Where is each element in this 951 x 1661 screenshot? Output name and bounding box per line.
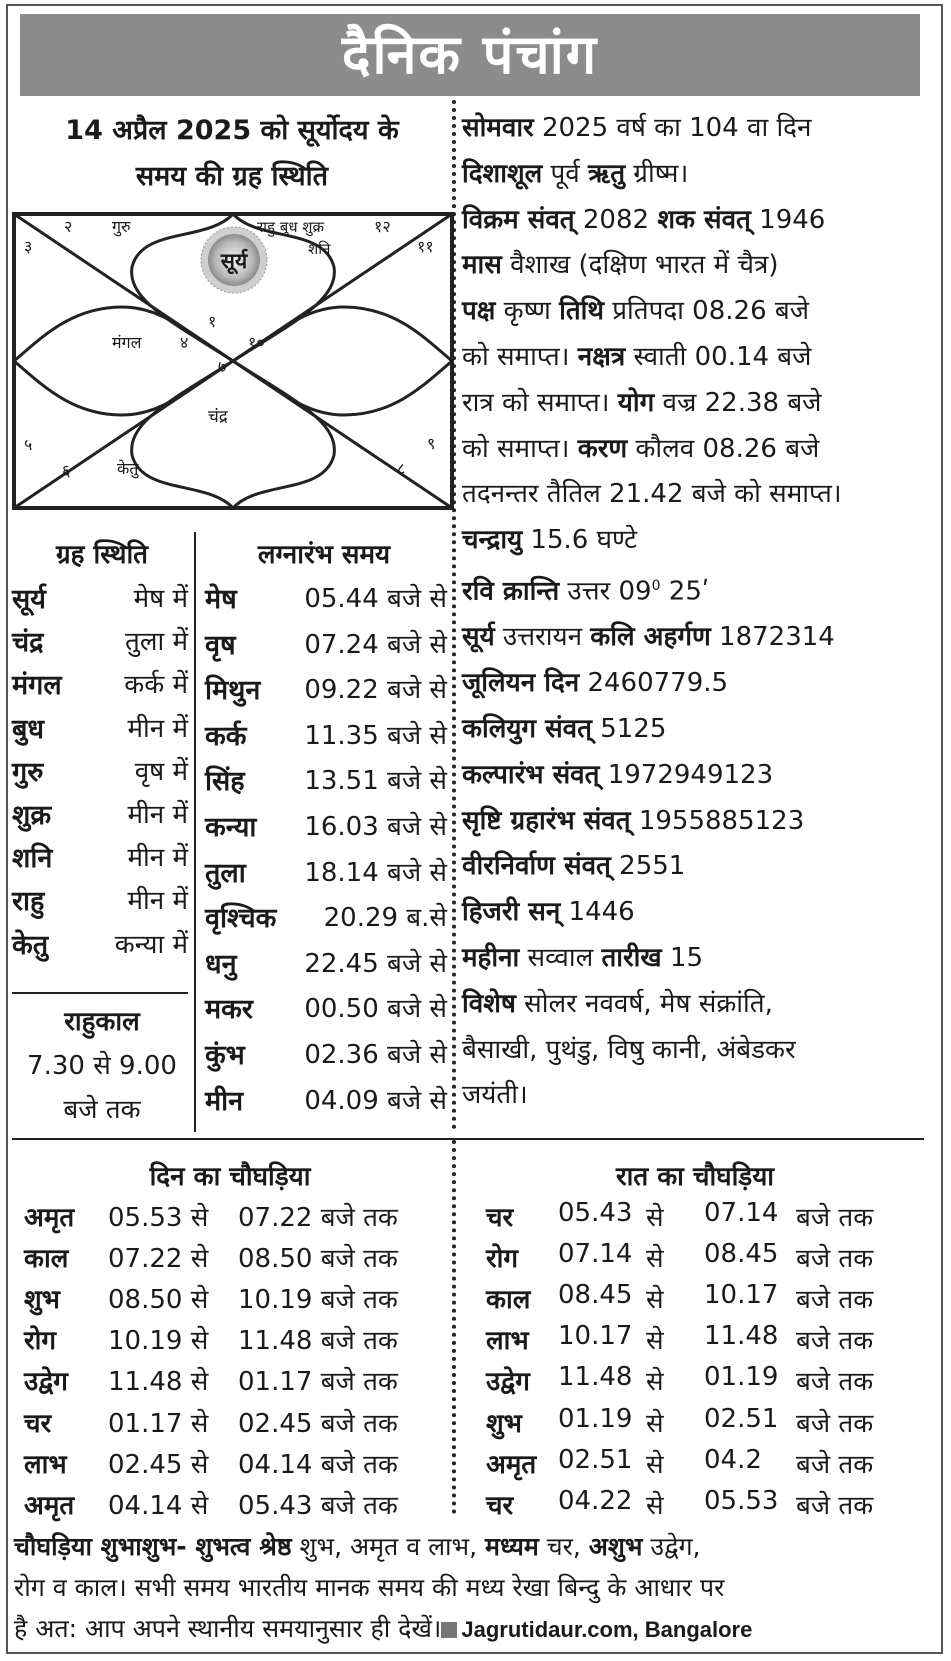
choghadiya-from: 01.17 से (108, 1408, 209, 1439)
choghadiya-from: 08.50 से (108, 1285, 209, 1316)
info-vishesh-3: जयंती। (462, 1080, 528, 1111)
choghadiya-tail: बजे तक (796, 1367, 874, 1398)
choghadiya-name: काल (24, 1244, 69, 1275)
lagna-time: 05.44 बजे से (304, 584, 447, 614)
choghadiya-tail: बजे तक (796, 1285, 874, 1316)
choghadiya-from: 11.48 (558, 1362, 633, 1393)
choghadiya-from: 01.19 (558, 1403, 633, 1434)
lagna-time: 11.35 बजे से (304, 720, 447, 751)
lagna-time: 16.03 बजे से (304, 812, 447, 842)
house-1: १ (208, 312, 217, 331)
choghadiya-from: 07.22 से (108, 1244, 209, 1275)
lagna-time: 13.51 बजे से (304, 766, 447, 797)
info-chandrayu: चन्द्रायु 15.6 घण्टे (462, 525, 638, 556)
night-choghadiya-heading: रात का चौघड़िया (615, 1162, 775, 1192)
house-6: ६ (62, 461, 71, 480)
graha-name: चंद्र (12, 627, 44, 659)
choghadiya-tail: बजे तक (796, 1449, 874, 1480)
house-11: ११ (417, 237, 434, 256)
info-yog: रात्र को समाप्त। योग वज्र 22.38 बजे (462, 387, 822, 418)
house-12: १२ (374, 217, 391, 236)
chart-heading-line1: 14 अप्रैल 2025 को सूर्योदय के (65, 115, 399, 146)
choghadiya-from: 05.53 से (108, 1203, 209, 1233)
page-title: दैनिक पंचांग (20, 14, 920, 96)
graha-rashi: मीन में (127, 713, 188, 744)
choghadiya-from: 07.14 (558, 1239, 633, 1270)
info-maas: मास वैशाख (दक्षिण भारत में चैत्र) (462, 250, 779, 281)
rahukaal-divider (12, 992, 188, 994)
choghadiya-to: 11.48 (704, 1321, 779, 1352)
choghadiya-name: चर (24, 1408, 52, 1439)
choghadiya-to: 10.19 बजे तक (238, 1285, 398, 1316)
choghadiya-from: 04.22 (558, 1485, 633, 1516)
graha-name: केतु (12, 929, 49, 961)
choghadiya-to: 05.43 बजे तक (238, 1490, 398, 1521)
graha-name: गुरु (12, 756, 44, 788)
choghadiya-name: शुभ (24, 1285, 60, 1316)
house-4: ४ (180, 333, 189, 352)
choghadiya-to: 07.22 बजे तक (238, 1203, 398, 1233)
choghadiya-se: से (646, 1449, 664, 1480)
info-mahina: महीना सव्वाल तारीख 15 (462, 943, 704, 973)
choghadiya-name: लाभ (486, 1326, 529, 1357)
brand-credit: Jagrutidaur.com, Bangalore (461, 1617, 753, 1642)
kundali-chart (12, 212, 454, 510)
choghadiya-name: उद्वेग (24, 1367, 68, 1398)
choghadiya-to: 07.14 (704, 1198, 779, 1228)
choghadiya-to: 01.17 बजे तक (238, 1367, 398, 1398)
lagna-time: 04.09 बजे से (304, 1085, 447, 1116)
info-karan-cont: तदनन्तर तैतिल 21.42 बजे को समाप्त। (462, 479, 842, 510)
info-kaliyug: कलियुग संवत् 5125 (462, 714, 667, 745)
graha-rashi: कन्या में (114, 929, 188, 960)
planet-ketu: केतु (117, 459, 139, 478)
graha-name: मंगल (12, 670, 62, 702)
rahukaal-box (12, 1000, 192, 1132)
graha-lagna-divider (194, 532, 196, 1132)
choghadiya-tail: बजे तक (796, 1490, 874, 1521)
lagna-rashi: वृश्चिक (205, 903, 277, 935)
choghadiya-from: 05.43 (558, 1198, 633, 1228)
choghadiya-name: शुभ (486, 1408, 522, 1439)
choghadiya-se: से (646, 1367, 664, 1398)
lagna-rashi: कुंभ (205, 1040, 245, 1071)
footer-line-1: चौघड़िया शुभाशुभ- शुभत्व श्रेष्ठ शुभ, अमृत व लाभ, मध्यम चर, अशुभ उद्वेग, (14, 1532, 701, 1561)
choghadiya-tail: बजे तक (796, 1408, 874, 1439)
lagna-rashi: मेष (205, 584, 237, 615)
footer-line-3: है अत: आप अपने स्थानीय समयानुसार ही देखें। Jagrutidaur.com, Bangalore (14, 1614, 753, 1643)
choghadiya-from: 10.17 (558, 1321, 633, 1352)
lagna-rashi: तुला (205, 857, 246, 889)
house-2: २ (64, 217, 73, 236)
planet-rahu-budh-shukra: राहु बुध शुक्र (257, 218, 325, 236)
planet-surya: सूर्य (220, 249, 248, 273)
choghadiya-se: से (646, 1244, 664, 1275)
graha-rashi: वृष में (134, 756, 188, 787)
chart-lotus-bottom (132, 361, 335, 508)
lagna-time: 07.24 बजे से (304, 629, 447, 660)
planet-chandra: चंद्र (208, 407, 228, 427)
choghadiya-from: 11.48 से (108, 1367, 209, 1398)
info-veernirvan: वीरनिर्वाण संवत् 2551 (462, 851, 686, 882)
choghadiya-se: से (646, 1203, 664, 1233)
graha-rashi: मीन में (127, 800, 188, 830)
graha-name: शनि (12, 843, 53, 875)
choghadiya-to: 05.53 (704, 1485, 779, 1516)
lagna-time: 22.45 बजे से (304, 948, 447, 979)
graha-name: बुध (12, 713, 45, 745)
house-3: ३ (24, 237, 33, 256)
lagna-time: 02.36 बजे से (304, 1040, 447, 1070)
choghadiya-from: 04.14 से (108, 1490, 209, 1521)
info-hijri: हिजरी सन् 1446 (462, 897, 635, 928)
choghadiya-name: लाभ (24, 1449, 67, 1480)
choghadiya-se: से (646, 1490, 664, 1521)
rahukaal-time: 7.30 से 9.00 (27, 1051, 177, 1081)
info-vishesh-2: बैसाखी, पुथंडु, विषु कानी, अंबेडकर (462, 1034, 796, 1065)
graha-rashi: कर्क में (124, 670, 188, 701)
choghadiya-dotted-divider (452, 1140, 456, 1514)
choghadiya-name: अमृत (24, 1490, 75, 1521)
choghadiya-from: 02.51 (558, 1444, 633, 1475)
choghadiya-to: 10.17 (704, 1280, 779, 1311)
choghadiya-to: 04.14 बजे तक (238, 1449, 398, 1480)
chart-heading (14, 108, 450, 200)
choghadiya-name: काल (486, 1285, 531, 1316)
choghadiya-se: से (646, 1408, 664, 1439)
chart-lotus-left (14, 307, 233, 415)
choghadiya-tail: बजे तक (796, 1203, 874, 1233)
footer-note (14, 1526, 936, 1650)
lagna-rashi: मिथुन (205, 675, 261, 707)
choghadiya-se: से (646, 1326, 664, 1357)
house-9: ९ (427, 434, 436, 453)
graha-rashi: मीन में (127, 886, 188, 917)
graha-rashi: मीन में (127, 843, 188, 874)
choghadiya-se: से (646, 1285, 664, 1316)
house-10: १० (248, 333, 265, 352)
lagna-rashi: मीन (205, 1085, 244, 1117)
choghadiya-to: 04.2 (704, 1444, 762, 1475)
panchang-details (462, 106, 938, 1119)
graha-rashi: तुला में (125, 627, 188, 658)
lagna-time: 20.29 ब.से (323, 903, 447, 934)
info-julian: जूलियन दिन 2460779.5 (462, 668, 729, 699)
planet-guru: गुरु (112, 217, 131, 236)
graha-name: सूर्य (12, 584, 46, 615)
choghadiya-from: 02.45 से (108, 1449, 209, 1480)
choghadiya-name: रोग (24, 1326, 57, 1357)
choghadiya-tail: बजे तक (796, 1326, 874, 1357)
lagna-time: 18.14 बजे से (304, 857, 447, 888)
lagna-rashi: धनु (205, 948, 237, 980)
lagna-rashi: मकर (205, 994, 253, 1026)
lagna-time: 09.22 बजे से (304, 675, 447, 706)
info-dishashool: दिशाशूल पूर्व ऋतु ग्रीष्म। (462, 158, 689, 189)
lagna-rashi: सिंह (205, 766, 245, 798)
graha-rashi: मेष में (133, 584, 188, 614)
choghadiya-to: 08.45 (704, 1239, 779, 1270)
choghadiya-name: अमृत (24, 1203, 75, 1233)
info-surya-kali: सूर्य उत्तरायन कलि अहर्गण 1872314 (462, 622, 835, 653)
choghadiya-from: 08.45 (558, 1280, 633, 1311)
choghadiya-tail: बजे तक (796, 1244, 874, 1275)
info-ravi-kranti: रवि क्रान्ति उत्तर $09^0$ 25ʹ (462, 576, 710, 607)
rahukaal-heading: राहुकाल (64, 1007, 140, 1037)
planet-shani: शनि (308, 240, 331, 258)
info-karan: को समाप्त। करण कौलव 08.26 बजे (462, 433, 820, 464)
choghadiya-name: रोग (486, 1244, 519, 1275)
info-samvat: विक्रम संवत् 2082 शक संवत् 1946 (462, 204, 826, 235)
info-kalparambh: कल्पारंभ संवत् 1972949123 (462, 759, 774, 790)
choghadiya-to: 01.19 (704, 1362, 779, 1393)
info-nakshatra: को समाप्त। नक्षत्र स्वाती 00.14 बजे (462, 341, 812, 372)
lagna-heading: लग्नारंभ समय (257, 540, 391, 570)
lagna-rashi: वृष (205, 629, 236, 661)
planet-mangal: मंगल (112, 333, 142, 352)
info-srishti: सृष्टि ग्रहारंभ संवत् 1955885123 (462, 805, 805, 836)
rahukaal-tail: बजे तक (63, 1095, 141, 1125)
graha-heading: ग्रह स्थिति (55, 540, 149, 570)
choghadiya-name: चर (486, 1490, 514, 1521)
house-8: ८ (397, 459, 406, 478)
choghadiya-name: उद्वेग (486, 1367, 530, 1398)
house-7: ७ (218, 357, 227, 376)
choghadiya-name: अमृत (486, 1449, 537, 1480)
chart-heading-line2: समय की ग्रह स्थिति (135, 161, 329, 192)
choghadiya-to: 08.50 बजे तक (238, 1244, 398, 1275)
lagna-rashi: कर्क (205, 720, 247, 752)
lagna-time: 00.50 बजे से (304, 994, 447, 1025)
choghadiya-to: 11.48 बजे तक (238, 1326, 398, 1357)
info-paksha: पक्ष कृष्ण तिथि प्रतिपदा 08.26 बजे (462, 296, 810, 327)
info-vishesh: विशेष सोलर नववर्ष, मेष संक्रांति, (462, 988, 773, 1019)
choghadiya-from: 10.19 से (108, 1326, 209, 1357)
graha-name: राहु (12, 886, 45, 918)
graha-name: शुक्र (12, 800, 52, 831)
choghadiya-top-rule (12, 1138, 924, 1140)
choghadiya-to: 02.45 बजे तक (238, 1408, 398, 1439)
chart-lotus-right (233, 307, 452, 415)
lagna-rashi: कन्या (205, 812, 257, 843)
choghadiya-to: 02.51 (704, 1403, 779, 1434)
day-choghadiya-heading: दिन का चौघड़िया (149, 1162, 311, 1192)
choghadiya-name: चर (486, 1203, 514, 1233)
house-5: ५ (24, 435, 33, 454)
footer-line-2: रोग व काल। सभी समय भारतीय मानक समय की मध्य रेखा बिन्दु के आधार पर (14, 1573, 725, 1602)
info-weekday: सोमवार 2025 वर्ष का 104 वा दिन (462, 113, 812, 143)
square-bullet-icon (441, 1622, 457, 1638)
